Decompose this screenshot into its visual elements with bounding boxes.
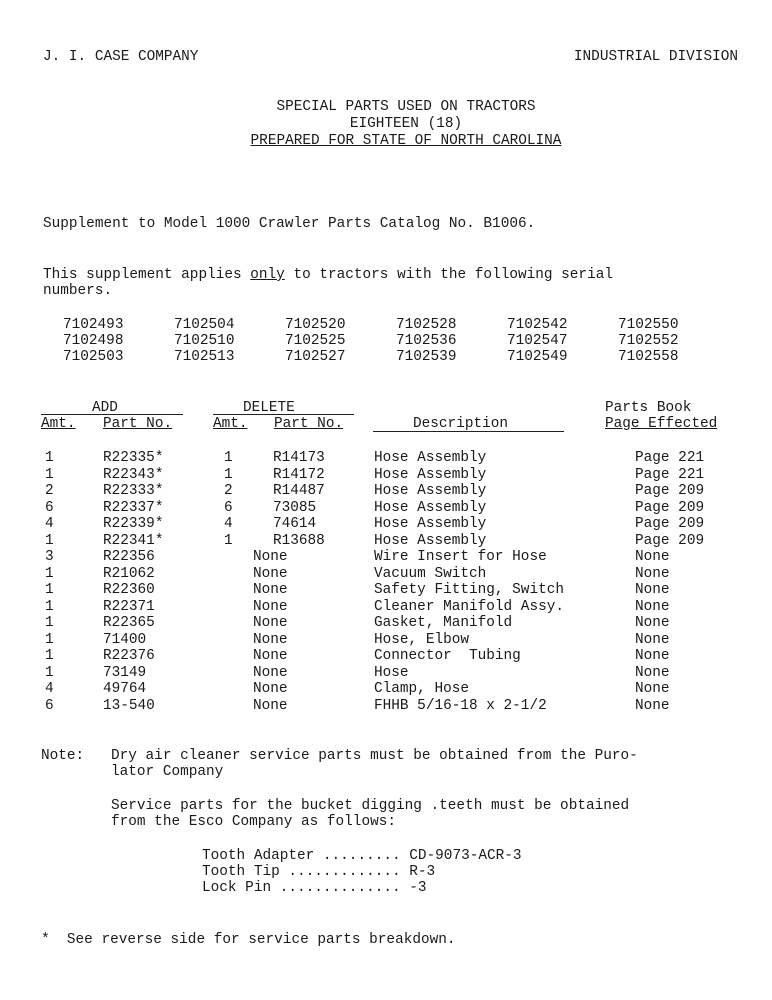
- delete-part-number: None: [253, 664, 288, 681]
- add-amount: 3: [45, 549, 54, 565]
- serial-number: 7102549: [507, 349, 568, 365]
- page-effected: None: [635, 565, 670, 582]
- group-delete-rule: [213, 414, 354, 415]
- company-name: J. I. CASE COMPANY: [43, 49, 199, 65]
- add-amount: 4: [45, 516, 54, 532]
- title-line-2: EIGHTEEN (18): [349, 116, 463, 132]
- serial-number: 7102498: [63, 333, 124, 349]
- add-part-number: R22356: [103, 549, 155, 565]
- serial-number: 7102539: [396, 349, 457, 365]
- header-add-amt: Amt.: [41, 416, 76, 432]
- page-effected: None: [635, 582, 670, 598]
- description: Hose, Elbow: [374, 631, 469, 648]
- applies-line-1: [43, 267, 613, 283]
- description: Hose Assembly: [374, 466, 487, 483]
- delete-amount: 1: [224, 450, 233, 466]
- serial-number: 7102513: [174, 349, 235, 365]
- page-effected: Page 209: [635, 499, 705, 516]
- esco-part-1: Tooth Adapter ......... CD-9073-ACR-3: [202, 848, 522, 864]
- description: FHHB 5/16-18 x 2-1/2: [374, 697, 547, 714]
- page-effected: None: [635, 615, 670, 631]
- note-para2-line1: Service parts for the bucket digging .teeth must be obtained: [111, 798, 630, 814]
- page-effected: None: [635, 549, 670, 565]
- group-add-rule: [41, 414, 183, 415]
- description: Hose Assembly: [374, 450, 487, 466]
- applies-after: to tractors with the following serial: [284, 267, 613, 283]
- serial-number: 7102552: [618, 333, 679, 349]
- add-amount: 1: [45, 615, 54, 631]
- header-del-part: Part No.: [274, 416, 344, 432]
- description: Hose Assembly: [374, 516, 487, 532]
- add-part-number: R22337*: [103, 499, 164, 516]
- delete-part-number: 74614: [273, 516, 317, 532]
- note-para1-line1: Dry air cleaner service parts must be obtained from the Puro-: [111, 748, 638, 764]
- delete-part-number: None: [253, 697, 288, 714]
- supplement-text: Supplement to Model 1000 Crawler Parts Catalog No. B1006.: [43, 216, 536, 232]
- add-part-number: R22343*: [103, 466, 164, 483]
- description: Hose Assembly: [374, 499, 487, 516]
- add-part-number: R22333*: [103, 483, 164, 499]
- serial-number: 7102558: [618, 349, 679, 365]
- group-add-label: ADD: [92, 400, 118, 416]
- description: Vacuum Switch: [374, 565, 487, 582]
- page-effected: None: [635, 598, 670, 615]
- delete-part-number: R13688: [273, 532, 325, 549]
- add-amount: 1: [45, 631, 54, 648]
- serial-number: 7102525: [285, 333, 346, 349]
- add-amount: 1: [45, 648, 54, 664]
- add-part-number: R22371: [103, 598, 155, 615]
- description: Clamp, Hose: [374, 681, 469, 697]
- page-effected: None: [635, 664, 670, 681]
- serial-number: 7102493: [63, 317, 124, 333]
- add-amount: 1: [45, 598, 54, 615]
- applies-emphasis: only: [250, 267, 285, 283]
- delete-part-number: None: [253, 681, 288, 697]
- delete-part-number: None: [253, 565, 288, 582]
- add-part-number: R22365: [103, 615, 155, 631]
- description: Hose: [374, 664, 409, 681]
- delete-part-number: None: [253, 582, 288, 598]
- delete-amount: 1: [224, 466, 233, 483]
- group-delete-label: DELETE: [243, 400, 295, 416]
- page-effected: Page 209: [635, 516, 705, 532]
- delete-part-number: R14173: [273, 450, 325, 466]
- applies-before: This supplement applies: [43, 267, 251, 283]
- page-effected: None: [635, 648, 670, 664]
- serial-number: 7102536: [396, 333, 457, 349]
- title-line-3: PREPARED FOR STATE OF NORTH CAROLINA: [250, 133, 562, 149]
- header-page-effected: Page Effected: [605, 416, 718, 432]
- add-amount: 1: [45, 532, 54, 549]
- serial-number: 7102550: [618, 317, 679, 333]
- header-del-amt: Amt.: [213, 416, 248, 432]
- page-effected: Page 221: [635, 450, 705, 466]
- delete-part-number: None: [253, 648, 288, 664]
- note-label: Note:: [41, 748, 85, 764]
- delete-amount: 1: [224, 532, 233, 549]
- add-part-number: R22360: [103, 582, 155, 598]
- page-effected: None: [635, 697, 670, 714]
- add-amount: 1: [45, 450, 54, 466]
- page-effected: Page 209: [635, 483, 705, 499]
- header-add-part: Part No.: [103, 416, 173, 432]
- esco-part-3: Lock Pin .............. -3: [202, 880, 427, 896]
- add-amount: 4: [45, 681, 54, 697]
- serial-number: 7102542: [507, 317, 568, 333]
- delete-amount: 2: [224, 483, 233, 499]
- delete-amount: 6: [224, 499, 233, 516]
- add-amount: 2: [45, 483, 54, 499]
- serial-number: 7102510: [174, 333, 235, 349]
- add-part-number: 49764: [103, 681, 147, 697]
- add-amount: 1: [45, 664, 54, 681]
- add-part-number: R22335*: [103, 450, 164, 466]
- serial-number: 7102528: [396, 317, 457, 333]
- add-part-number: 71400: [103, 631, 147, 648]
- serial-number: 7102547: [507, 333, 568, 349]
- add-part-number: R22339*: [103, 516, 164, 532]
- add-part-number: R21062: [103, 565, 155, 582]
- description: Cleaner Manifold Assy.: [374, 598, 564, 615]
- description: Gasket, Manifold: [374, 615, 513, 631]
- delete-part-number: None: [253, 631, 288, 648]
- page-effected: Page 209: [635, 532, 705, 549]
- add-amount: 1: [45, 582, 54, 598]
- footnote: * See reverse side for service parts breakdown.: [41, 932, 456, 948]
- serial-number: 7102520: [285, 317, 346, 333]
- delete-part-number: None: [253, 549, 288, 565]
- add-amount: 1: [45, 565, 54, 582]
- description: Wire Insert for Hose: [374, 549, 547, 565]
- serial-number: 7102504: [174, 317, 235, 333]
- division-name: INDUSTRIAL DIVISION: [573, 49, 738, 65]
- add-part-number: 73149: [103, 664, 147, 681]
- description: Hose Assembly: [374, 532, 487, 549]
- page-effected: None: [635, 681, 670, 697]
- title-line-1: SPECIAL PARTS USED ON TRACTORS: [276, 99, 536, 115]
- applies-line-2: numbers.: [43, 283, 113, 299]
- description: Safety Fitting, Switch: [374, 582, 564, 598]
- delete-part-number: 73085: [273, 499, 317, 516]
- add-amount: 6: [45, 499, 54, 516]
- delete-amount: 4: [224, 516, 233, 532]
- add-part-number: 13-540: [103, 697, 155, 714]
- delete-part-number: None: [253, 598, 288, 615]
- group-parts-book-label: Parts Book: [605, 400, 692, 416]
- add-part-number: R22376: [103, 648, 155, 664]
- note-para1-line2: lator Company: [111, 764, 224, 780]
- serial-number: 7102527: [285, 349, 346, 365]
- header-description: Description: [413, 416, 508, 432]
- esco-part-2: Tooth Tip ............. R-3: [202, 864, 436, 880]
- description: Hose Assembly: [374, 483, 487, 499]
- page-effected: None: [635, 631, 670, 648]
- delete-part-number: R14172: [273, 466, 325, 483]
- add-part-number: R22341*: [103, 532, 164, 549]
- add-amount: 6: [45, 697, 54, 714]
- serial-number: 7102503: [63, 349, 124, 365]
- page-effected: Page 221: [635, 466, 705, 483]
- description: Connector Tubing: [374, 648, 521, 664]
- delete-part-number: R14487: [273, 483, 325, 499]
- note-para2-line2: from the Esco Company as follows:: [111, 814, 396, 830]
- add-amount: 1: [45, 466, 54, 483]
- delete-part-number: None: [253, 615, 288, 631]
